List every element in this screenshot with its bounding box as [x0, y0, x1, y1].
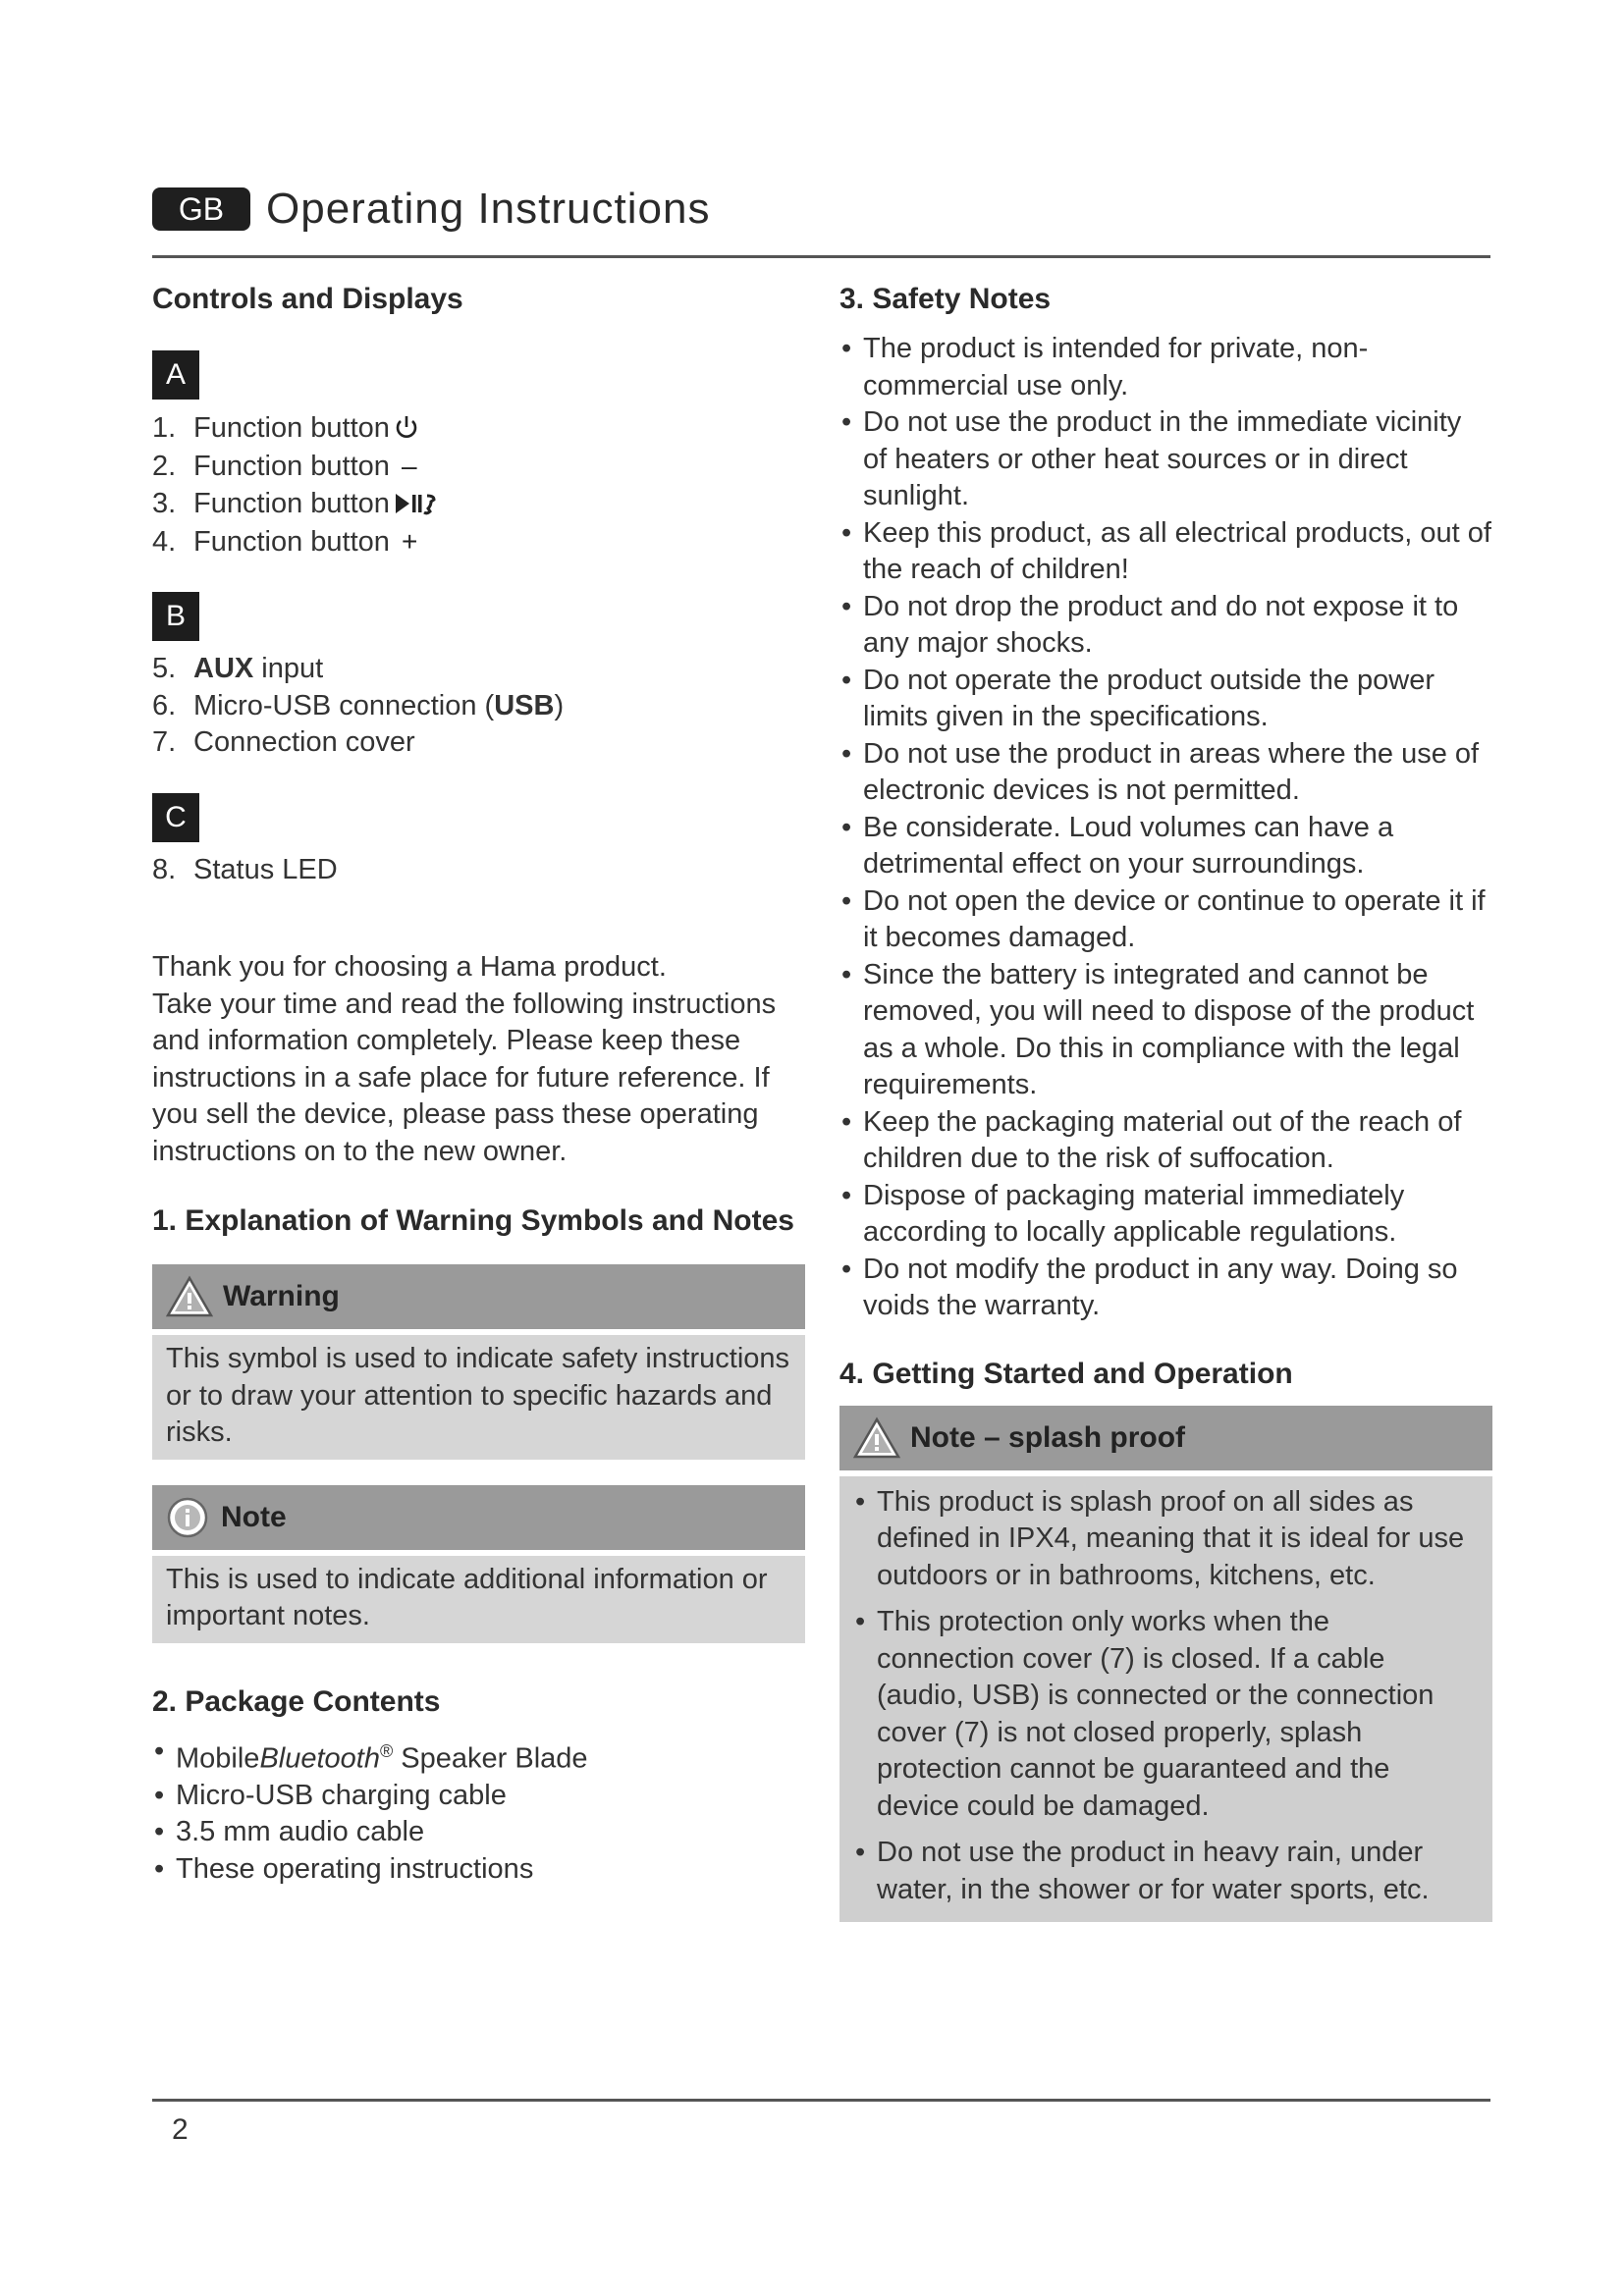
list-item: • This protection only works when the connection cover (7) is closed. If a cable (audio, USB) is connected or the connection cover (7) is not closed properly, splash protection cannot be guaranteed and the device could be damaged.: [853, 1604, 1473, 1825]
list-item: • The product is intended for private, non-commercial use only.: [839, 331, 1492, 404]
list-item: • Dispose of packaging material immediately according to locally applicable regulations.: [839, 1178, 1492, 1252]
controls-section-a: [152, 350, 805, 561]
list-item: • Do not use the product in heavy rain, under water, in the shower or for water sports, etc.: [853, 1835, 1473, 1908]
list-item: • These operating instructions: [152, 1851, 805, 1889]
section2-heading: 2. Package Contents: [152, 1684, 441, 1718]
list-item: • Do not operate the product outside the power limits given in the specifications.: [839, 663, 1492, 736]
list-item: 7. Connection cover: [152, 726, 415, 758]
section-badge-b: B: [152, 592, 199, 641]
play-pause-phone-icon: [394, 488, 437, 518]
note-box: [152, 1485, 805, 1643]
section1-heading: 1. Explanation of Warning Symbols and Notes: [152, 1204, 794, 1237]
splash-proof-note-body: [839, 1476, 1492, 1923]
warning-triangle-icon: [853, 1416, 900, 1460]
info-icon: [166, 1496, 209, 1539]
list-item: • Do not open the device or continue to operate it if it becomes damaged.: [839, 883, 1492, 957]
list-item: • 3.5 mm audio cable: [152, 1814, 805, 1851]
list-item: • Keep this product, as all electrical products, out of the reach of children!: [839, 515, 1492, 589]
list-item: 5. AUX input: [152, 653, 324, 684]
splash-proof-note-box: [839, 1406, 1492, 1923]
section-badge-a: A: [152, 350, 199, 400]
list-item: • Keep the packaging material out of the reach of children due to the risk of suffocation.: [839, 1104, 1492, 1178]
list-item: 4. Function button +: [152, 525, 418, 558]
list-item: 1. Function button: [152, 409, 805, 448]
warning-box-text: This symbol is used to indicate safety instructions or to draw your attention to specific hazards and risks.: [152, 1335, 805, 1460]
controls-list-a: [152, 409, 805, 561]
list-item: • Since the battery is integrated and cannot be removed, you will need to dispose of the product as a whole. Do this in compliance with the legal requirements.: [839, 957, 1492, 1104]
minus-symbol: –: [401, 450, 417, 481]
warning-triangle-icon: [166, 1275, 213, 1318]
list-item: 8. Status LED: [152, 853, 338, 885]
section4-heading: 4. Getting Started and Operation: [839, 1357, 1293, 1390]
controls-list-b: [152, 651, 805, 762]
footer-rule: [152, 2099, 1490, 2102]
plus-symbol: +: [401, 525, 418, 557]
list-item: • This product is splash proof on all sides as defined in IPX4, meaning that it is ideal for use outdoors or in bathrooms, kitchens, etc.: [853, 1484, 1473, 1595]
package-contents-list: [152, 1734, 805, 1889]
controls-heading: Controls and Displays: [152, 283, 463, 315]
splash-proof-note-header: Note – splash proof: [839, 1406, 1492, 1470]
list-item: • Micro-USB charging cable: [152, 1778, 805, 1815]
list-item: • Do not drop the product and do not expose it to any major shocks.: [839, 589, 1492, 663]
left-column: [152, 280, 805, 1888]
list-item: • Do not modify the product in any way. Doing so voids the warranty.: [839, 1252, 1492, 1325]
safety-notes-list: [839, 331, 1492, 1325]
note-box-header: Note: [152, 1485, 805, 1550]
page-header: [152, 182, 1490, 258]
list-item: 3. Function button: [152, 485, 805, 523]
note-box-text: This is used to indicate additional information or important notes.: [152, 1556, 805, 1643]
list-item: 2. Function button –: [152, 450, 417, 482]
section-badge-c: C: [152, 793, 199, 842]
controls-list-c: [152, 852, 805, 889]
controls-section-c: [152, 793, 805, 889]
intro-text: Thank you for choosing a Hama product. Take your time and read the following instructions and information completely. Please keep these instructions in a safe place for future reference. If you sell the device, please pass these operating instructions on to the new owner.: [152, 951, 777, 1167]
power-icon: [394, 412, 419, 443]
warning-box-header: Warning: [152, 1264, 805, 1329]
list-item: • Do not use the product in areas where the use of electronic devices is not permitted.: [839, 736, 1492, 810]
list-item: • MobileBluetooth® Speaker Blade: [152, 1734, 805, 1778]
warning-box: [152, 1264, 805, 1460]
right-column: [839, 280, 1492, 1922]
list-item: 6. Micro-USB connection (USB): [152, 689, 565, 721]
language-badge: GB: [152, 187, 250, 231]
list-item: • Do not use the product in the immediate vicinity of heaters or other heat sources or in direct sunlight.: [839, 404, 1492, 515]
page-number: 2: [172, 2113, 189, 2146]
splash-proof-list: [853, 1484, 1473, 1909]
list-item: • Be considerate. Loud volumes can have a detrimental effect on your surroundings.: [839, 810, 1492, 883]
page-title: Operating Instructions: [266, 185, 711, 233]
controls-section-b: [152, 592, 805, 762]
section3-heading: 3. Safety Notes: [839, 283, 1052, 315]
